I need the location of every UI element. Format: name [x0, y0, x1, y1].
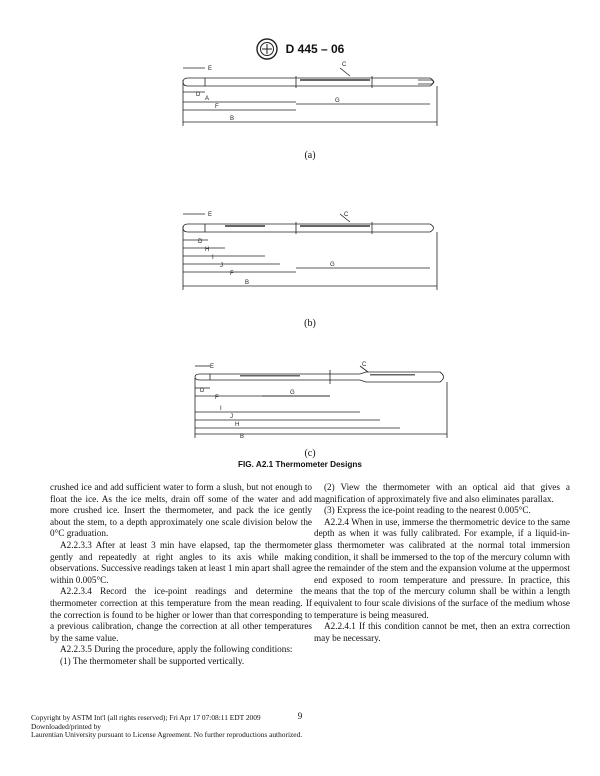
svg-text:E: E: [208, 66, 213, 72]
svg-text:E: E: [210, 364, 215, 370]
thermometer-a: [183, 62, 437, 126]
footer: [31, 714, 302, 740]
svg-text:D: D: [196, 92, 201, 98]
svg-text:D: D: [200, 388, 205, 394]
svg-text:A: A: [205, 96, 210, 102]
svg-text:J: J: [230, 414, 233, 420]
footer-downloaded: Downloaded/printed by: [31, 721, 101, 731]
subfigure-label-c: (c): [304, 448, 316, 459]
svg-text:B: B: [230, 116, 235, 122]
svg-text:B: B: [240, 434, 245, 440]
svg-text:H: H: [235, 422, 240, 428]
subfigure-label-b: (b): [304, 318, 316, 329]
thermometer-b: [183, 212, 437, 290]
left-column: [50, 482, 312, 668]
paragraph: A2.2.4 When in use, immerse the thermometric device to the same depth as when it was fully calibrated. For example, if a liquid-in-glass thermometer was calibrated at the normal total immersion condition, it shall be immersed to the top of the mercury column with the remainder of the stem and the expansion volume at the uppermost end exposed to room temperature and pressure. In practice, this means that the top of the mercury column shall be within a length equivalent to four scale divisions of the surface of the medium whose temperature is being measured.: [314, 516, 570, 620]
paragraph: A2.2.3.3 After at least 3 min have elapsed, tap the thermometer gently and repeatedly at right angles to its axis while making observations. Successive readings taken at least 1 min apart shall agree within 0.005°C.: [50, 539, 312, 585]
svg-text:J: J: [220, 263, 223, 269]
svg-text:F: F: [230, 271, 234, 277]
svg-text:F: F: [215, 104, 219, 110]
svg-text:G: G: [330, 262, 335, 268]
svg-text:H: H: [205, 247, 210, 253]
svg-text:C: C: [342, 62, 347, 68]
right-column: [314, 482, 570, 644]
svg-text:I: I: [220, 406, 222, 412]
paragraph: A2.2.3.4 Record the ice-point readings and determine the thermometer correction at this temperature from the mean reading. If the correction is found to be higher or lower than that corresponding to a previous calibration, change the correction at all other temperatures by the same value.: [50, 586, 312, 643]
subfigure-label-a: (a): [304, 150, 316, 161]
paragraph: (1) The thermometer shall be supported vertically.: [60, 655, 245, 666]
svg-text:C: C: [362, 362, 367, 368]
svg-text:F: F: [215, 395, 219, 401]
paragraph: crushed ice and add sufficient water to form a slush, but not enough to float the ice. As the ice melts, drain off some of the water and add more crushed ice. Insert the thermometer, and pack the ice gently about the stem, to a depth approximately one scale division below the 0°C graduation.: [50, 482, 312, 539]
paragraph: A2.2.4.1 If this condition cannot be met, then an extra correction may be necessary.: [314, 621, 570, 643]
figure-title: FIG. A2.1 Thermometer Designs: [238, 460, 362, 469]
paragraph: A2.2.3.5 During the procedure, apply the following conditions:: [60, 644, 293, 655]
svg-text:E: E: [208, 212, 213, 218]
designation: D 445 – 06: [285, 42, 345, 56]
thermometer-c: [195, 362, 447, 440]
svg-text:G: G: [290, 390, 295, 396]
footer-license: Laurentian University pursuant to License Agreement. No further reproductions authorized.: [31, 730, 303, 740]
svg-text:C: C: [344, 212, 349, 218]
page-number: 9: [297, 711, 303, 721]
svg-text:G: G: [335, 98, 340, 104]
footer-copyright: Copyright by ASTM Int'l (all rights reserved); Fri Apr 17 07:08:11 EDT 2009: [31, 713, 261, 722]
svg-text:B: B: [245, 280, 250, 286]
svg-text:I: I: [212, 255, 214, 261]
paragraph: (3) Express the ice-point reading to the nearest 0.005°C.: [324, 505, 531, 516]
svg-text:D: D: [198, 239, 203, 245]
paragraph: (2) View the thermometer with an optical aid that gives a magnification of approximately five and also eliminates parallax.: [314, 482, 570, 504]
